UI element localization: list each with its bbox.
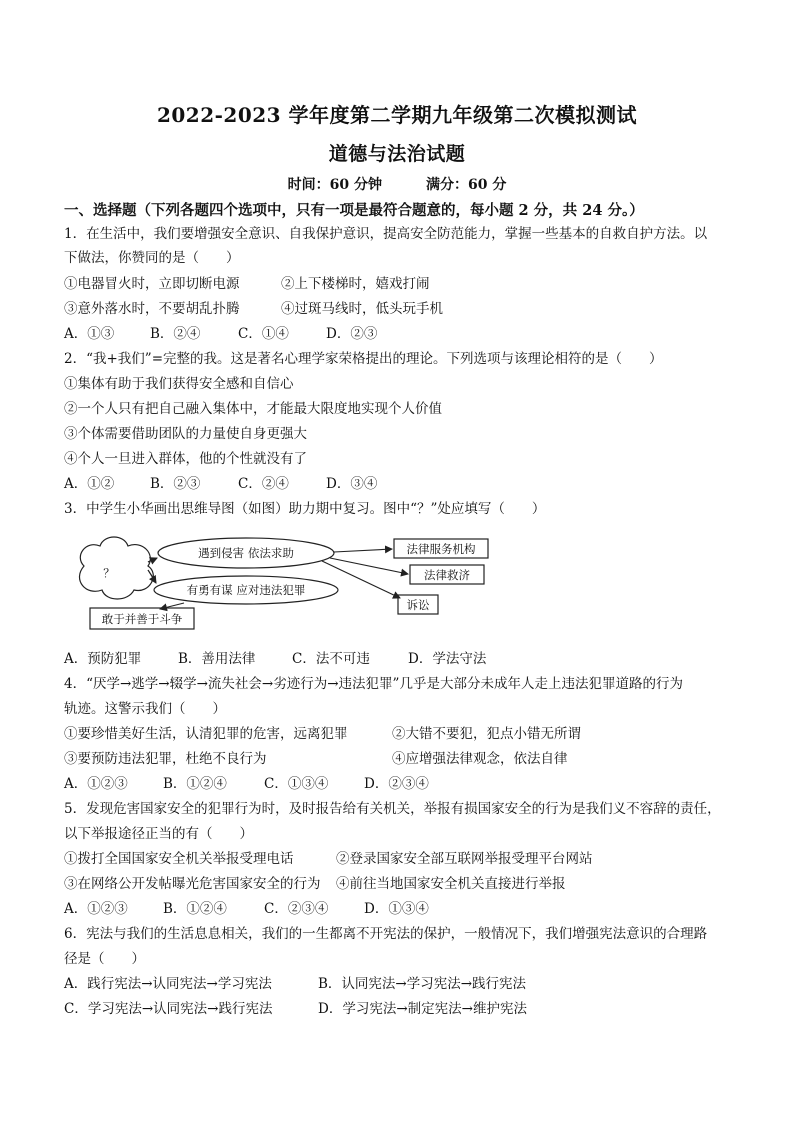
q5-stem-line1: 5．发现危害国家安全的犯罪行为时，及时报告给有关机关，举报有损国家安全的行为是我们义不容辞的责任， — [64, 801, 721, 817]
arrow-to-right2 — [330, 558, 408, 574]
q2-option-a: A．①② — [64, 476, 115, 492]
cloud-node-label: ？ — [103, 566, 115, 580]
q2-item-3: ③个体需要借助团队的力量使自身更强大 — [64, 426, 307, 442]
q4-item-2: ②大错不要犯，犯点小错无所谓 — [392, 726, 581, 742]
q4-item-3: ③要预防违法犯罪，杜绝不良行为 — [64, 751, 267, 767]
q4-item-4: ④应增强法律观念，依法自律 — [392, 751, 568, 767]
q6-option-c: C．学习宪法→认同宪法→践行宪法 — [64, 1001, 273, 1017]
q5-option-d: D．①③④ — [364, 901, 429, 917]
q4-stem-line2: 轨迹。这警示我们（ ） — [64, 701, 226, 717]
q1-stem-line1: 1．在生活中，我们要增强安全意识、自我保护意识，提高安全防范能力，掌握一些基本的自救自护方法。以 — [64, 226, 708, 242]
q1-item-3: ③意外落水时，不要胡乱扑腾 — [64, 301, 240, 317]
right-node-3-label: 诉讼 — [406, 598, 430, 612]
mind-map-diagram — [64, 528, 504, 638]
q1-option-a: A．①③ — [64, 326, 115, 342]
q1-stem-line2: 下做法，你赞同的是（ ） — [64, 250, 240, 266]
q4-item-1: ①要珍惜美好生活，认清犯罪的危害，远离犯罪 — [64, 726, 348, 742]
q1-item-4: ④过斑马线时，低头玩手机 — [281, 301, 443, 317]
q1-item-1: ①电器冒火时，立即切断电源 — [64, 276, 240, 292]
right-node-3 — [398, 595, 438, 614]
q5-item-4: ④前往当地国家安全机关直接进行举报 — [336, 876, 566, 892]
exam-meta — [0, 174, 794, 194]
q2-item-4: ④个人一旦进入群体，他的个性就没有了 — [64, 451, 307, 467]
q2-option-c: C．②④ — [238, 476, 289, 492]
q3-stem: 3．中学生小华画出思维导图（如图）助力期中复习。图中“？”处应填写（ ） — [64, 501, 546, 517]
q5-item-3: ③在网络公开发帖曝光危害国家安全的行为 — [64, 876, 321, 892]
right-node-1 — [394, 539, 488, 558]
q2-option-b: B．②③ — [150, 476, 201, 492]
exam-time: 时间：60 分钟 — [287, 177, 382, 193]
q6-stem-line1: 6．宪法与我们的生活息息相关，我们的一生都离不开宪法的保护，一般情况下，我们增强宪法意识的合理路 — [64, 926, 708, 942]
q1-option-b: B．②④ — [150, 326, 201, 342]
q4-stem-line1: 4．“厌学→逃学→辍学→流失社会→劣迹行为→违法犯罪”几乎是大部分未成年人走上违法犯罪道路的行为 — [64, 676, 683, 692]
q3-option-b: B．善用法律 — [178, 651, 256, 667]
node-bottom — [90, 608, 194, 629]
node-bottom-label: 敢于并善于斗争 — [101, 612, 183, 626]
right-node-1-label: 法律服务机构 — [406, 542, 476, 556]
q5-option-a: A．①②③ — [64, 901, 128, 917]
right-node-2-label: 法律救济 — [424, 568, 470, 582]
q5-option-c: C．②③④ — [264, 901, 329, 917]
right-node-2 — [410, 565, 484, 584]
node-mid-label: 有勇有谋 应对违法犯罪 — [186, 583, 306, 597]
q2-stem: 2．“我+我们”=完整的我。这是著名心理学家荣格提出的理论。下列选项与该理论相符的是（ ） — [64, 351, 663, 367]
q1-option-c: C．①④ — [238, 326, 289, 342]
cloud-node — [79, 537, 153, 599]
arrow-to-right1 — [334, 549, 392, 552]
q1-item-2: ②上下楼梯时，嬉戏打闹 — [281, 276, 430, 292]
q6-option-b: B．认同宪法→学习宪法→践行宪法 — [318, 976, 527, 992]
q2-option-d: D．③④ — [326, 476, 378, 492]
q4-option-c: C．①③④ — [264, 776, 329, 792]
q4-option-b: B．①②④ — [163, 776, 227, 792]
q3-option-a: A．预防犯罪 — [64, 651, 142, 667]
q4-option-a: A．①②③ — [64, 776, 128, 792]
q5-item-2: ②登录国家安全部互联网举报受理平台网站 — [336, 851, 593, 867]
q2-item-2: ②一个人只有把自己融入集体中，才能最大限度地实现个人价值 — [64, 401, 442, 417]
q1-option-d: D．②③ — [326, 326, 378, 342]
q5-stem-line2: 以下举报途径正当的有（ ） — [64, 826, 253, 842]
node-mid — [154, 576, 338, 604]
exam-score: 满分：60 分 — [426, 177, 507, 193]
q5-item-1: ①拨打全国国家安全机关举报受理电话 — [64, 851, 294, 867]
node-top — [158, 538, 334, 568]
q4-option-d: D．②③④ — [364, 776, 429, 792]
q6-stem-line2: 径是（ ） — [64, 951, 145, 967]
q5-option-b: B．①②④ — [163, 901, 227, 917]
q3-option-d: D．学法守法 — [408, 651, 487, 667]
q2-item-1: ①集体有助于我们获得安全感和自信心 — [64, 376, 294, 392]
node-top-label: 遇到侵害 依法求助 — [198, 546, 294, 560]
q6-option-a: A．践行宪法→认同宪法→学习宪法 — [64, 976, 272, 992]
q3-option-c: C．法不可违 — [292, 651, 370, 667]
q6-option-d: D．学习宪法→制定宪法→维护宪法 — [318, 1001, 527, 1017]
exam-subtitle: 道德与法治试题 — [328, 143, 466, 165]
section-heading: 一、选择题（下列各题四个选项中，只有一项是最符合题意的，每小题 2 分，共 24 分。） — [64, 202, 644, 219]
exam-title: 2022-2023 学年度第二学期九年级第二次模拟测试 — [156, 103, 638, 127]
